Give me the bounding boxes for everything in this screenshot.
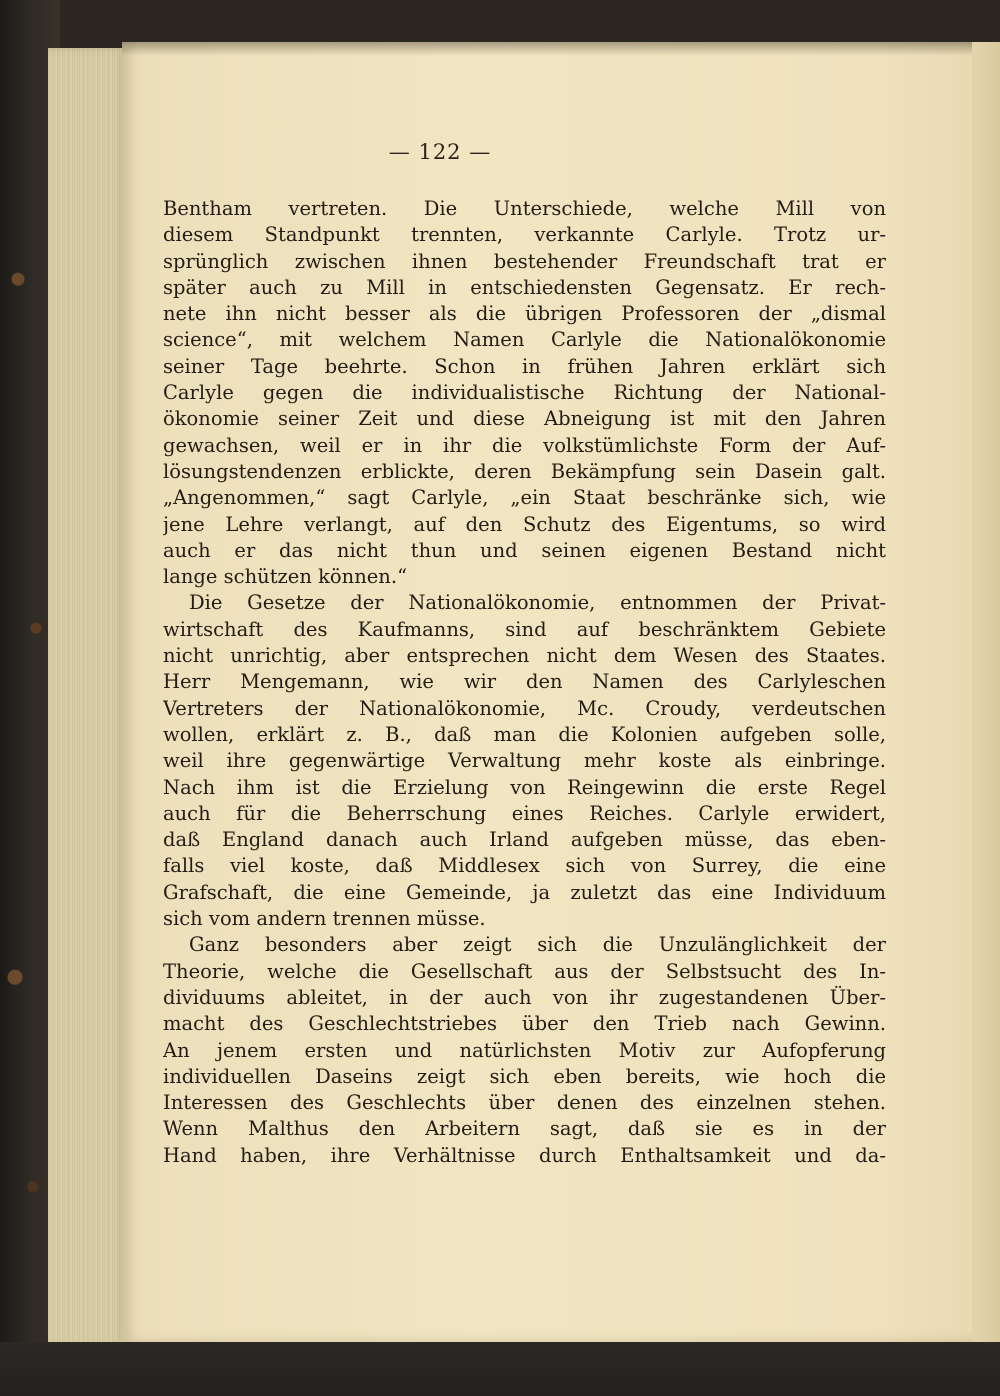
text-line: gewachsen, weil er in ihr die volkstümlichste Form der Auf- (163, 433, 886, 457)
text-line: auch für die Beherrschung eines Reiches. Carlyle erwidert, (163, 801, 886, 825)
text-line: Vertreters der Nationalökonomie, Mc. Croudy, verdeutschen (163, 696, 886, 720)
text-line: wollen, erklärt z. B., daß man die Kolonien aufgeben solle, (163, 722, 886, 746)
text-line: Theorie, welche die Gesellschaft aus der Selbstsucht des In- (163, 959, 886, 983)
text-line: sich vom andern trennen müsse. (163, 907, 486, 931)
text-line: seiner Tage beehrte. Schon in frühen Jahren erklärt sich (163, 354, 886, 378)
text-line: Ganz besonders aber zeigt sich die Unzulänglichkeit der (189, 933, 886, 957)
text-line: ökonomie seiner Zeit und diese Abneigung ist mit den Jahren (163, 407, 886, 431)
text-line: später auch zu Mill in entschiedensten Gegensatz. Er rech- (163, 275, 886, 299)
text-line: Wenn Malthus den Arbeitern sagt, daß sie es in der (163, 1117, 886, 1141)
text-line: Bentham vertreten. Die Unterschiede, welche Mill von (163, 197, 886, 220)
gutter-strip (972, 42, 1000, 1342)
text-line: „Angenommen,“ sagt Carlyle, „ein Staat beschränke sich, wie (163, 486, 886, 510)
text-line: Carlyle gegen die individualistische Richtung der National- (163, 381, 886, 405)
page-edges (48, 48, 128, 1348)
page-number: — 122 — (388, 140, 492, 164)
text-line: nete ihn nicht besser als die übrigen Professoren der „dismal (163, 302, 886, 326)
text-line: auch er das nicht thun und seinen eigenen Bestand nicht (163, 538, 886, 562)
text-line: weil ihre gegenwärtige Verwaltung mehr koste als einbringe. (163, 749, 886, 773)
text-line: science“, mit welchem Namen Carlyle die Nationalökonomie (163, 328, 886, 352)
text-line: lange schützen können.“ (163, 565, 408, 589)
scan-background (0, 1342, 1000, 1396)
text-line: daß England danach auch Irland aufgeben müsse, das eben- (163, 828, 886, 852)
text-line: An jenem ersten und natürlichsten Motiv zur Aufopferung (163, 1038, 886, 1062)
text-line: diesem Standpunkt trennten, verkannte Carlyle. Trotz ur- (163, 223, 886, 247)
text-line: nicht unrichtig, aber entsprechen nicht dem Wesen des Staates. (163, 644, 886, 668)
text-line: Interessen des Geschlechts über denen des einzelnen stehen. (163, 1091, 886, 1115)
body-text (163, 196, 886, 1169)
text-line: falls viel koste, daß Middlesex sich von Surrey, die eine (163, 854, 886, 878)
text-line: sprünglich zwischen ihnen bestehender Freundschaft trat er (163, 249, 886, 273)
text-line: wirtschaft des Kaufmanns, sind auf beschränktem Gebiete (163, 617, 886, 641)
text-line: Nach ihm ist die Erzielung von Reingewinn die erste Regel (163, 775, 886, 799)
text-line: dividuums ableitet, in der auch von ihr zugestandenen Über- (163, 985, 886, 1009)
text-line: Herr Mengemann, wie wir den Namen des Carlyleschen (163, 670, 886, 694)
text-line: individuellen Daseins zeigt sich eben bereits, wie hoch die (163, 1064, 886, 1088)
text-line: Grafschaft, die eine Gemeinde, ja zuletzt das eine Individuum (163, 880, 886, 904)
text-line: jene Lehre verlangt, auf den Schutz des Eigentums, so wird (163, 512, 886, 536)
text-line: Hand haben, ihre Verhältnisse durch Enthaltsamkeit und da- (163, 1143, 886, 1167)
text-line: lösungstendenzen erblickte, deren Bekämpfung sein Dasein galt. (163, 459, 886, 483)
text-line: macht des Geschlechtstriebes über den Trieb nach Gewinn. (163, 1012, 886, 1036)
page-top-shadow (122, 42, 1000, 56)
text-line: Die Gesetze der Nationalökonomie, entnommen der Privat- (189, 591, 886, 615)
